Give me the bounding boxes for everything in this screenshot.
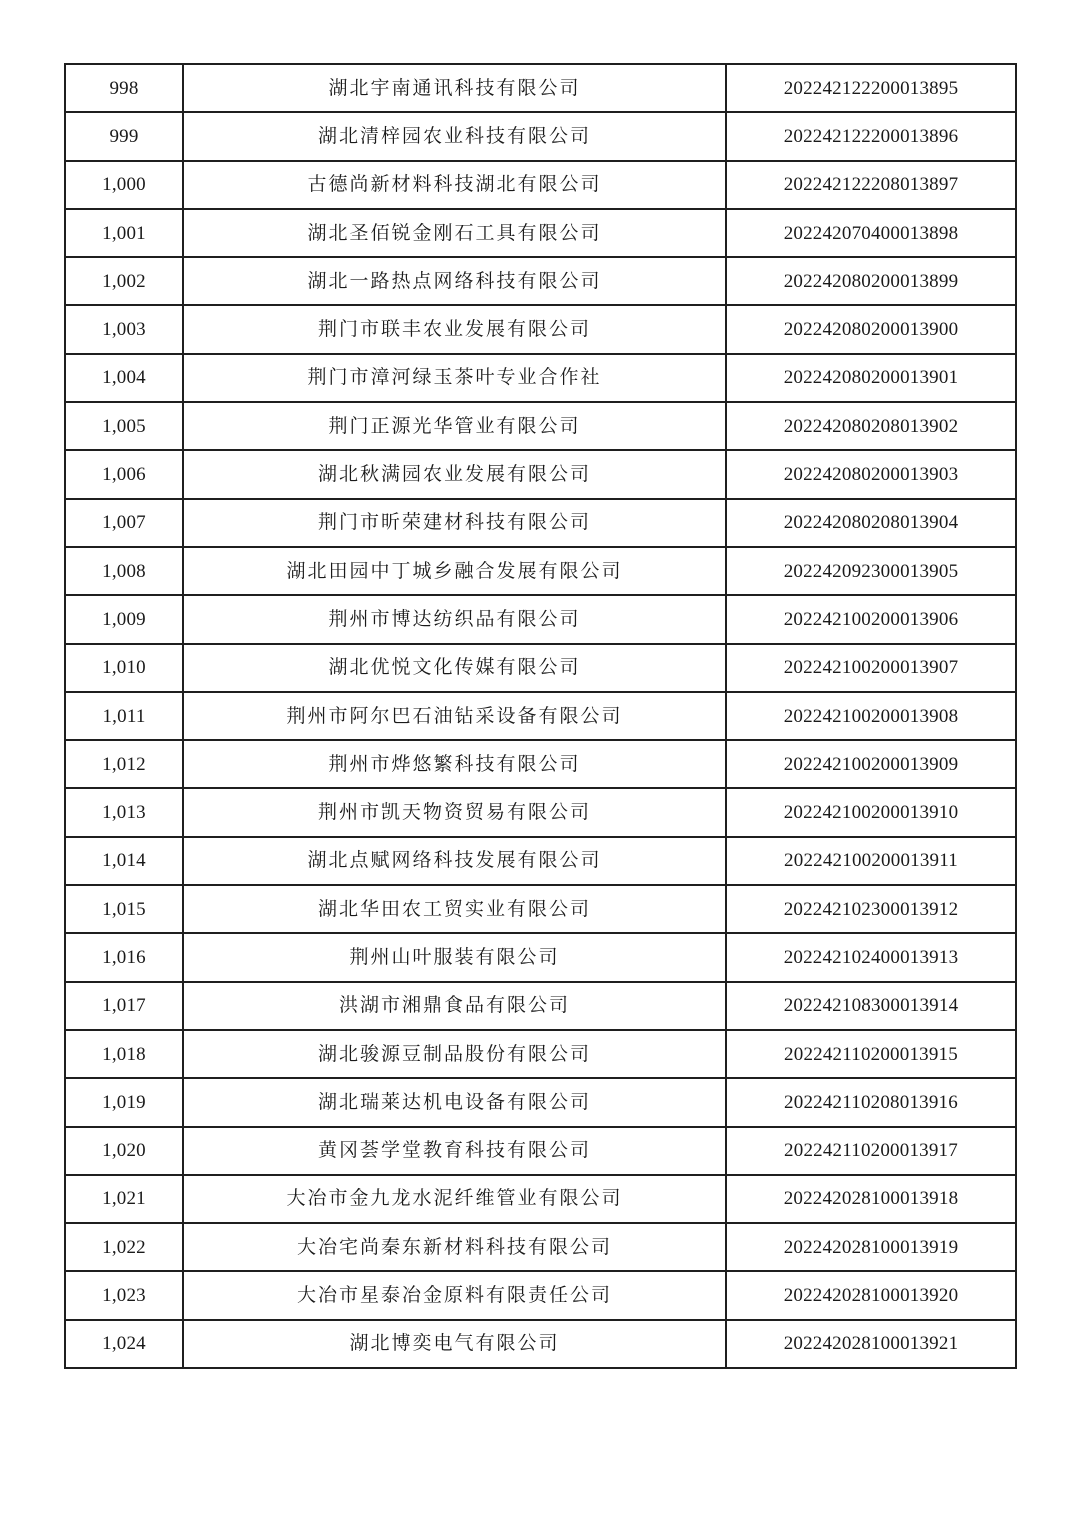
- company-name-cell: 荆州市阿尔巴石油钻采设备有限公司: [183, 692, 726, 740]
- company-name-cell: 荆门市漳河绿玉茶叶专业合作社: [183, 354, 726, 402]
- company-name-cell: 荆门市联丰农业发展有限公司: [183, 305, 726, 353]
- registration-code-cell: 202242102300013912: [726, 885, 1016, 933]
- row-index-cell: 1,020: [65, 1127, 183, 1175]
- registration-code-cell: 202242100200013907: [726, 644, 1016, 692]
- company-name-cell: 湖北宇南通讯科技有限公司: [183, 64, 726, 112]
- row-index-cell: 999: [65, 112, 183, 160]
- row-index-cell: 1,015: [65, 885, 183, 933]
- company-name-cell: 大冶市星泰冶金原料有限责任公司: [183, 1271, 726, 1319]
- company-name-cell: 湖北华田农工贸实业有限公司: [183, 885, 726, 933]
- company-name-cell: 荆州山叶服装有限公司: [183, 933, 726, 981]
- table-row: [65, 1030, 1016, 1078]
- company-name-cell: 洪湖市湘鼎食品有限公司: [183, 982, 726, 1030]
- row-index-cell: 1,005: [65, 402, 183, 450]
- registration-code-cell: 202242070400013898: [726, 209, 1016, 257]
- row-index-cell: 1,019: [65, 1078, 183, 1126]
- table-row: [65, 933, 1016, 981]
- row-index-cell: 1,024: [65, 1320, 183, 1368]
- registration-code-cell: 202242110200013915: [726, 1030, 1016, 1078]
- registration-code-cell: 202242080200013903: [726, 450, 1016, 498]
- row-index-cell: 1,016: [65, 933, 183, 981]
- company-name-cell: 湖北秋满园农业发展有限公司: [183, 450, 726, 498]
- row-index-cell: 1,023: [65, 1271, 183, 1319]
- company-name-cell: 荆门正源光华管业有限公司: [183, 402, 726, 450]
- registration-code-cell: 202242028100013918: [726, 1175, 1016, 1223]
- registration-code-cell: 202242100200013909: [726, 740, 1016, 788]
- table-row: [65, 305, 1016, 353]
- table-row: [65, 885, 1016, 933]
- table-row: [65, 64, 1016, 112]
- table-row: [65, 450, 1016, 498]
- company-registry-table: [64, 63, 1017, 1369]
- row-index-cell: 1,003: [65, 305, 183, 353]
- table-row: [65, 547, 1016, 595]
- company-name-cell: 荆州市烨悠繁科技有限公司: [183, 740, 726, 788]
- table-row: [65, 1127, 1016, 1175]
- table-row: [65, 402, 1016, 450]
- table-row: [65, 692, 1016, 740]
- registration-code-cell: 202242080208013904: [726, 499, 1016, 547]
- row-index-cell: 1,012: [65, 740, 183, 788]
- company-name-cell: 湖北田园中丁城乡融合发展有限公司: [183, 547, 726, 595]
- table-row: [65, 1271, 1016, 1319]
- registration-code-cell: 202242028100013920: [726, 1271, 1016, 1319]
- table-row: [65, 499, 1016, 547]
- registration-code-cell: 202242080200013901: [726, 354, 1016, 402]
- row-index-cell: 1,004: [65, 354, 183, 402]
- table-row: [65, 837, 1016, 885]
- registration-code-cell: 202242100200013908: [726, 692, 1016, 740]
- registration-code-cell: 202242100200013906: [726, 595, 1016, 643]
- table-row: [65, 740, 1016, 788]
- registration-code-cell: 202242028100013921: [726, 1320, 1016, 1368]
- row-index-cell: 1,007: [65, 499, 183, 547]
- row-index-cell: 1,021: [65, 1175, 183, 1223]
- company-name-cell: 湖北一路热点网络科技有限公司: [183, 257, 726, 305]
- row-index-cell: 1,008: [65, 547, 183, 595]
- company-name-cell: 湖北瑞莱达机电设备有限公司: [183, 1078, 726, 1126]
- registration-code-cell: 202242100200013911: [726, 837, 1016, 885]
- row-index-cell: 1,018: [65, 1030, 183, 1078]
- registration-code-cell: 202242122200013896: [726, 112, 1016, 160]
- table-row: [65, 1078, 1016, 1126]
- registration-code-cell: 202242108300013914: [726, 982, 1016, 1030]
- row-index-cell: 1,022: [65, 1223, 183, 1271]
- registration-code-cell: 202242110200013917: [726, 1127, 1016, 1175]
- registration-code-cell: 202242110208013916: [726, 1078, 1016, 1126]
- company-name-cell: 大冶宅尚秦东新材料科技有限公司: [183, 1223, 726, 1271]
- table-row: [65, 257, 1016, 305]
- row-index-cell: 1,006: [65, 450, 183, 498]
- registration-code-cell: 202242092300013905: [726, 547, 1016, 595]
- company-name-cell: 湖北圣佰锐金刚石工具有限公司: [183, 209, 726, 257]
- company-name-cell: 湖北博奕电气有限公司: [183, 1320, 726, 1368]
- table-row: [65, 1223, 1016, 1271]
- row-index-cell: 1,001: [65, 209, 183, 257]
- table-row: [65, 982, 1016, 1030]
- row-index-cell: 1,014: [65, 837, 183, 885]
- table-row: [65, 354, 1016, 402]
- registration-code-cell: 202242080200013900: [726, 305, 1016, 353]
- row-index-cell: 1,017: [65, 982, 183, 1030]
- registration-code-cell: 202242028100013919: [726, 1223, 1016, 1271]
- table-row: [65, 1175, 1016, 1223]
- registration-code-cell: 202242080200013899: [726, 257, 1016, 305]
- registration-code-cell: 202242102400013913: [726, 933, 1016, 981]
- row-index-cell: 1,013: [65, 788, 183, 836]
- table-row: [65, 788, 1016, 836]
- row-index-cell: 998: [65, 64, 183, 112]
- company-name-cell: 黄冈荟学堂教育科技有限公司: [183, 1127, 726, 1175]
- company-name-cell: 湖北骏源豆制品股份有限公司: [183, 1030, 726, 1078]
- company-name-cell: 荆州市凯天物资贸易有限公司: [183, 788, 726, 836]
- table-row: [65, 209, 1016, 257]
- registration-code-cell: 202242122200013895: [726, 64, 1016, 112]
- registration-code-cell: 202242122208013897: [726, 161, 1016, 209]
- row-index-cell: 1,010: [65, 644, 183, 692]
- table-row: [65, 595, 1016, 643]
- company-name-cell: 荆州市博达纺织品有限公司: [183, 595, 726, 643]
- table-row: [65, 1320, 1016, 1368]
- company-name-cell: 湖北清梓园农业科技有限公司: [183, 112, 726, 160]
- company-name-cell: 湖北优悦文化传媒有限公司: [183, 644, 726, 692]
- table-row: [65, 161, 1016, 209]
- row-index-cell: 1,002: [65, 257, 183, 305]
- company-name-cell: 荆门市昕荣建材科技有限公司: [183, 499, 726, 547]
- company-name-cell: 大冶市金九龙水泥纤维管业有限公司: [183, 1175, 726, 1223]
- table-row: [65, 644, 1016, 692]
- registry-table-body: [65, 64, 1016, 1368]
- row-index-cell: 1,009: [65, 595, 183, 643]
- table-row: [65, 112, 1016, 160]
- row-index-cell: 1,000: [65, 161, 183, 209]
- registration-code-cell: 202242080208013902: [726, 402, 1016, 450]
- row-index-cell: 1,011: [65, 692, 183, 740]
- company-name-cell: 古德尚新材料科技湖北有限公司: [183, 161, 726, 209]
- registration-code-cell: 202242100200013910: [726, 788, 1016, 836]
- company-name-cell: 湖北点赋网络科技发展有限公司: [183, 837, 726, 885]
